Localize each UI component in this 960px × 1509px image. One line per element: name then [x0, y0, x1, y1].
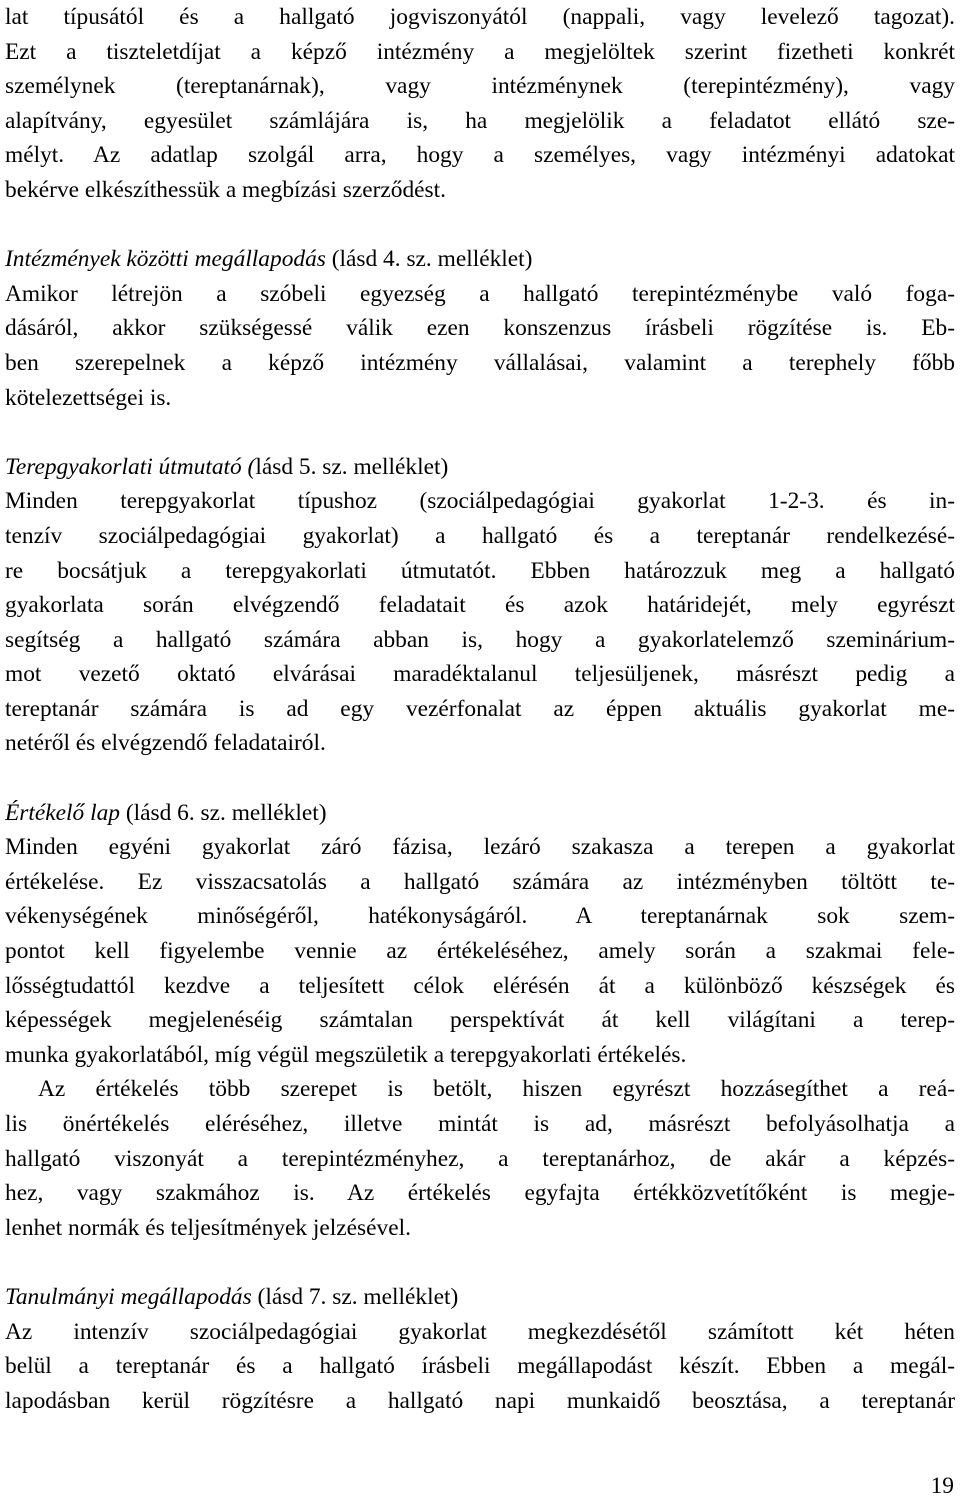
- section-reference: (lásd 7. sz. melléklet): [251, 1283, 459, 1310]
- text-line: tenzív szociálpedagógiai gyakorlat) a hallgató és a tereptanár rendelkezésé-: [5, 522, 955, 549]
- text-line: képességek megjelenéséig számtalan perspektívát át kell világítani a terep-: [5, 1007, 955, 1034]
- text-line: vékenységének minőségéről, hatékonyságáról. A tereptanárnak sok szem-: [5, 903, 955, 930]
- text-line: dásáról, akkor szükségessé válik ezen konszenzus írásbeli rögzítése is. Eb-: [5, 315, 955, 342]
- text-line: alapítvány, egyesület számlájára is, ha megjelölik a feladatot ellátó sze-: [5, 107, 955, 134]
- text-line: Ezt a tiszteletdíjat a képző intézmény a megjelöltek szerint fizetheti konkrét: [5, 38, 955, 65]
- page-number: 19: [930, 1473, 954, 1499]
- text-line: munka gyakorlatából, míg végül megszületik a terepgyakorlati értékelés.: [5, 1041, 687, 1068]
- section-reference: lásd 5. sz. melléklet): [255, 453, 449, 480]
- text-line: Az intenzív szociálpedagógiai gyakorlat megkezdésétől számított két héten: [5, 1318, 955, 1345]
- section-terepgyakorlati-utmutato: [5, 450, 955, 761]
- text-line: Az értékelés több szerepet is betölt, hiszen egyrészt hozzásegíthet a reá-: [38, 1076, 955, 1103]
- text-line: hez, vagy szakmához is. Az értékelés egyfajta értékközvetítőként is megje-: [5, 1180, 955, 1207]
- text-line: mot vezető oktató elvárásai maradéktalanul teljesüljenek, másrészt pedig a: [5, 661, 955, 688]
- section-title: Értékelő lap: [5, 799, 120, 826]
- section-title: Intézmények közötti megállapodás: [5, 246, 326, 273]
- section-reference: (lásd 4. sz. melléklet): [325, 246, 533, 273]
- text-line: Minden terepgyakorlat típushoz (szociálpedagógiai gyakorlat 1-2-3. és in-: [5, 488, 955, 515]
- text-line: Amikor létrejön a szóbeli egyezség a hallgató terepintézménybe való foga-: [5, 280, 955, 307]
- spacer: [5, 415, 955, 450]
- section-title: Terepgyakorlati útmutató (: [5, 453, 256, 480]
- text-line: re bocsátjuk a terepgyakorlati útmutatót. Ebben határozzuk meg a hallgató: [5, 557, 955, 584]
- text-line: gyakorlata során elvégzendő feladatait és azok határidejét, mely egyrészt: [5, 592, 955, 619]
- section-reference: (lásd 6. sz. melléklet): [119, 799, 327, 826]
- spacer: [5, 1245, 955, 1280]
- text-line: ben szerepelnek a képző intézmény vállalásai, valamint a terephely főbb: [5, 349, 955, 376]
- section-heading: [5, 450, 955, 485]
- text-line: lősségtudattól kezdve a teljesített célok elérésén át a különböző készségek és: [5, 972, 955, 999]
- document-page: [5, 0, 955, 1418]
- text-line: tereptanár számára is ad egy vezérfonalat az éppen aktuális gyakorlat me-: [5, 695, 955, 722]
- text-line: bekérve elkészíthessük a megbízási szerződést.: [5, 176, 446, 203]
- section-intezmenyek-kozotti-megallapodas: [5, 242, 955, 415]
- text-line: lenhet normák és teljesítmények jelzésével.: [5, 1214, 411, 1241]
- section-heading: [5, 796, 955, 831]
- text-line: pontot kell figyelembe vennie az értékeléséhez, amely során a szakmai fele-: [5, 938, 955, 965]
- text-line: lapodásban kerül rögzítésre a hallgató napi munkaidő beosztása, a tereptanár: [5, 1387, 955, 1414]
- text-line: kötelezettségei is.: [5, 384, 172, 411]
- section-title: Tanulmányi megállapodás: [5, 1283, 252, 1310]
- text-line: Minden egyéni gyakorlat záró fázisa, lezáró szakasza a terepen a gyakorlat: [5, 834, 955, 861]
- section-ertekelo-lap: [5, 796, 955, 1246]
- text-line: netéről és elvégzendő feladatairól.: [5, 730, 326, 757]
- intro-paragraph: [5, 0, 955, 208]
- text-line: lis önértékelés eléréséhez, illetve mintát is ad, másrészt befolyásolhatja a: [5, 1111, 955, 1137]
- text-line: segítség a hallgató számára abban is, hogy a gyakorlatelemző szeminárium-: [5, 626, 955, 653]
- text-line: értékelése. Ez visszacsatolás a hallgató számára az intézményben töltött te-: [5, 868, 955, 895]
- text-line: személynek (tereptanárnak), vagy intézménynek (terepintézmény), vagy: [5, 73, 955, 100]
- section-tanulmanyi-megallapodas: [5, 1280, 955, 1418]
- spacer: [5, 208, 955, 243]
- spacer: [5, 761, 955, 796]
- text-line: hallgató viszonyát a terepintézményhez, a tereptanárhoz, de akár a képzés-: [5, 1145, 955, 1172]
- text-line: belül a tereptanár és a hallgató írásbeli megállapodást készít. Ebben a megál-: [5, 1353, 955, 1380]
- section-heading: [5, 1280, 955, 1315]
- text-line: lat típusától és a hallgató jogviszonyától (nappali, vagy levelező tagozat).: [5, 4, 955, 30]
- section-heading: [5, 242, 955, 277]
- text-line: mélyt. Az adatlap szolgál arra, hogy a személyes, vagy intézményi adatokat: [5, 142, 955, 169]
